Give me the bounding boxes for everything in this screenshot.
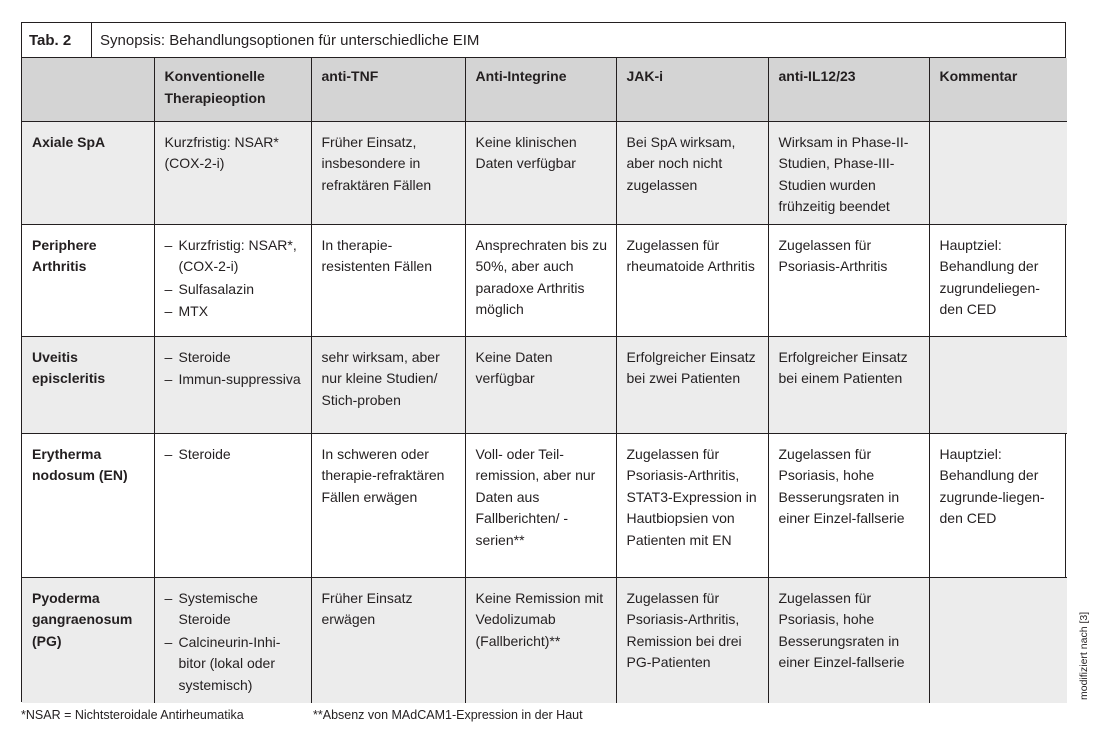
source-note: modifiziert nach [3]: [1078, 611, 1090, 700]
cell-jak-i: Zugelassen für rheumatoide Arthritis: [616, 224, 768, 336]
cell-anti-integrine: Keine Daten verfügbar: [465, 336, 616, 433]
header-cell-anti-il: anti-IL12/23: [768, 58, 929, 121]
list-item: – Calcineurin-Inhi-bitor (lokal oder systemisch): [164, 633, 281, 693]
row-label: Pyoderma gangraenosum (PG): [22, 577, 154, 703]
cell-anti-integrine: Ansprechraten bis zu 50%, aber auch paradoxe Arthritis möglich: [465, 224, 616, 336]
header-cell-kommentar: Kommentar: [929, 58, 1067, 121]
cell-anti-tnf: sehr wirksam, aber nur kleine Studien/ Stich-proben: [311, 336, 465, 433]
table-row: [22, 336, 1067, 433]
header-cell-jak-i: JAK-i: [616, 58, 768, 121]
table-title: Synopsis: Behandlungsoptionen für unterschiedliche EIM: [100, 31, 480, 49]
list-item: – Steroide: [164, 445, 231, 462]
table-row: [22, 121, 1067, 224]
cell-conventional: [154, 433, 311, 577]
cell-anti-integrine: Keine Remission mit Vedolizumab (Fallbericht)**: [465, 577, 616, 703]
row-label: Periphere Arthritis: [22, 224, 154, 336]
cell-kommentar: Hauptziel: Behandlung der zugrundeliegen-den CED: [929, 224, 1067, 336]
list-item: – Systemische Steroide: [164, 589, 258, 627]
row-label: Uveitis episcleritis: [22, 336, 154, 433]
footnote-madcam: **Absenz von MAdCAM1-Expression in der Haut: [313, 708, 583, 722]
cell-jak-i: Zugelassen für Psoriasis-Arthritis, STAT3-Expression in Hautbiopsien von Patienten mit EN: [616, 433, 768, 577]
header-cell-anti-integrine: Anti-Integrine: [465, 58, 616, 121]
table-title-bar: [22, 23, 1065, 58]
header-row: [22, 58, 1067, 121]
row-label: Axiale SpA: [22, 121, 154, 224]
list-item: – Kurzfristig: NSAR*, (COX-2-i): [164, 236, 297, 274]
cell-anti-il: Wirksam in Phase-II-Studien, Phase-III-Studien wurden frühzeitig beendet: [768, 121, 929, 224]
header-cell-corner: [22, 58, 154, 121]
list-item: – Sulfasalazin: [164, 280, 254, 297]
cell-anti-tnf: In therapie-resistenten Fällen: [311, 224, 465, 336]
table-frame: [21, 22, 1066, 702]
cell-conventional: [154, 577, 311, 703]
table-row: [22, 433, 1067, 577]
cell-anti-integrine: Voll- oder Teil-remission, aber nur Daten aus Fallberichten/ -serien**: [465, 433, 616, 577]
row-label: Erytherma nodosum (EN): [22, 433, 154, 577]
cell-anti-il: Zugelassen für Psoriasis, hohe Besserungsraten in einer Einzel-fallserie: [768, 433, 929, 577]
cell-kommentar: [929, 336, 1067, 433]
cell-conventional: [154, 224, 311, 336]
list-item: – Steroide: [164, 348, 231, 365]
cell-jak-i: Bei SpA wirksam, aber noch nicht zugelassen: [616, 121, 768, 224]
cell-kommentar: Hauptziel: Behandlung der zugrunde-liegen-den CED: [929, 433, 1067, 577]
cell-jak-i: Erfolgreicher Einsatz bei zwei Patienten: [616, 336, 768, 433]
cell-anti-tnf: In schweren oder therapie-refraktären Fällen erwägen: [311, 433, 465, 577]
footnote-nsar: *NSAR = Nichtsteroidale Antirheumatika: [21, 708, 244, 722]
cell-conventional: [154, 336, 311, 433]
cell-anti-integrine: Keine klinischen Daten verfügbar: [465, 121, 616, 224]
table-row: [22, 224, 1067, 336]
cell-anti-il: Zugelassen für Psoriasis, hohe Besserungsraten in einer Einzel-fallserie: [768, 577, 929, 703]
table-row: [22, 577, 1067, 703]
cell-anti-tnf: Früher Einsatz, insbesondere in refraktären Fällen: [311, 121, 465, 224]
therapy-table: [22, 58, 1067, 703]
list-item: – Immun-suppressiva: [164, 371, 301, 387]
cell-kommentar: [929, 121, 1067, 224]
cell-anti-il: Zugelassen für Psoriasis-Arthritis: [768, 224, 929, 336]
cell-kommentar: [929, 577, 1067, 703]
cell-anti-il: Erfolgreicher Einsatz bei einem Patienten: [768, 336, 929, 433]
header-cell-conventional: Konventionelle Therapieoption: [154, 58, 311, 121]
list-item: – MTX: [164, 303, 209, 319]
cell-anti-tnf: Früher Einsatz erwägen: [311, 577, 465, 703]
cell-conventional: Kurzfristig: NSAR* (COX-2-i): [154, 121, 311, 224]
table-number: Tab. 2: [22, 23, 92, 57]
header-cell-anti-tnf: anti-TNF: [311, 58, 465, 121]
cell-jak-i: Zugelassen für Psoriasis-Arthritis, Remission bei drei PG-Patienten: [616, 577, 768, 703]
